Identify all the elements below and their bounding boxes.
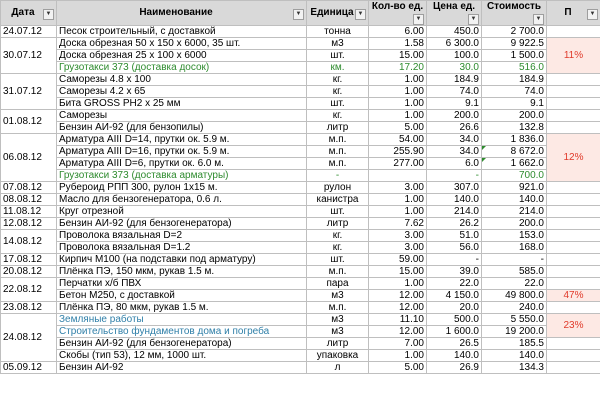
unit-cell[interactable]: кг. <box>307 110 369 122</box>
unit-cell[interactable]: - <box>307 170 369 182</box>
cost-cell[interactable]: 9 922.5 <box>482 38 547 50</box>
price-cell[interactable]: 1 600.0 <box>427 326 482 338</box>
cost-cell[interactable]: 74.0 <box>482 86 547 98</box>
table-row[interactable] <box>1 122 600 134</box>
name-cell[interactable]: Грузотакси 373 (доставка арматуры) <box>57 170 307 182</box>
cost-cell[interactable]: 2 700.0 <box>482 26 547 38</box>
table-row[interactable] <box>1 338 600 350</box>
table-row[interactable] <box>1 134 600 146</box>
name-cell[interactable]: Бензин АИ-92 (для бензопилы) <box>57 122 307 134</box>
cost-cell[interactable]: 19 200.0 <box>482 326 547 338</box>
pct-cell[interactable] <box>547 86 600 98</box>
cost-cell[interactable]: 140.0 <box>482 350 547 362</box>
price-cell[interactable]: 30.0 <box>427 62 482 74</box>
table-row[interactable] <box>1 254 600 266</box>
pct-cell[interactable] <box>547 206 600 218</box>
pct-cell[interactable] <box>547 194 600 206</box>
pct-cell[interactable] <box>547 242 600 254</box>
price-cell[interactable]: 184.9 <box>427 74 482 86</box>
name-cell[interactable]: Кирпич М100 (на подставки под арматуру) <box>57 254 307 266</box>
cost-cell[interactable]: 1 836.0 <box>482 134 547 146</box>
name-cell[interactable]: Бензин АИ-92 (для бензогенератора) <box>57 218 307 230</box>
table-row[interactable] <box>1 74 600 86</box>
pct-cell[interactable] <box>547 182 600 194</box>
header-cost[interactable]: Стоимость ▼ <box>482 1 547 26</box>
table-row[interactable] <box>1 50 600 62</box>
price-cell[interactable]: - <box>427 254 482 266</box>
qty-cell[interactable]: 15.00 <box>369 50 427 62</box>
unit-cell[interactable]: м.п. <box>307 158 369 170</box>
price-cell[interactable]: 4 150.0 <box>427 290 482 302</box>
pct-cell[interactable]: 23% <box>547 314 600 338</box>
header-pct[interactable]: П ▼ <box>547 1 600 26</box>
price-cell[interactable]: 26.5 <box>427 338 482 350</box>
cost-cell[interactable]: 700.0 <box>482 170 547 182</box>
date-cell[interactable]: 24.07.12 <box>1 26 57 38</box>
unit-cell[interactable]: литр <box>307 338 369 350</box>
name-cell[interactable]: Бита GROSS PH2 х 25 мм <box>57 98 307 110</box>
filter-arrow-icon[interactable]: ▼ <box>587 9 598 20</box>
unit-cell[interactable]: кг. <box>307 74 369 86</box>
unit-cell[interactable]: км. <box>307 62 369 74</box>
pct-cell[interactable] <box>547 122 600 134</box>
date-cell[interactable]: 24.08.12 <box>1 314 57 362</box>
unit-cell[interactable]: упаковка <box>307 350 369 362</box>
name-cell[interactable]: Круг отрезной <box>57 206 307 218</box>
table-row[interactable] <box>1 158 600 170</box>
date-cell[interactable]: 05.09.12 <box>1 362 57 374</box>
cost-cell[interactable]: 1 500.0 <box>482 50 547 62</box>
name-cell[interactable]: Арматура AIII D=14, прутки ок. 5.9 м. <box>57 134 307 146</box>
name-cell[interactable]: Плёнка ПЭ, 80 мкм, рукав 1.5 м. <box>57 302 307 314</box>
filter-arrow-icon[interactable]: ▼ <box>413 14 424 25</box>
pct-cell[interactable] <box>547 98 600 110</box>
cost-cell[interactable]: 9.1 <box>482 98 547 110</box>
pct-cell[interactable] <box>547 362 600 374</box>
qty-cell[interactable]: 12.00 <box>369 326 427 338</box>
unit-cell[interactable]: кг. <box>307 86 369 98</box>
cost-cell[interactable]: 184.9 <box>482 74 547 86</box>
table-row[interactable] <box>1 26 600 38</box>
cost-cell[interactable]: 185.5 <box>482 338 547 350</box>
qty-cell[interactable]: 1.00 <box>369 86 427 98</box>
cost-cell[interactable]: 134.3 <box>482 362 547 374</box>
table-row[interactable] <box>1 110 600 122</box>
qty-cell[interactable]: 59.00 <box>369 254 427 266</box>
pct-cell[interactable] <box>547 278 600 290</box>
table-row[interactable] <box>1 182 600 194</box>
cost-cell[interactable]: 516.0 <box>482 62 547 74</box>
pct-cell[interactable]: 11% <box>547 38 600 74</box>
qty-cell[interactable]: 1.00 <box>369 278 427 290</box>
pct-cell[interactable] <box>547 26 600 38</box>
qty-cell[interactable]: 1.00 <box>369 194 427 206</box>
price-cell[interactable]: 500.0 <box>427 314 482 326</box>
unit-cell[interactable]: шт. <box>307 206 369 218</box>
pct-cell[interactable] <box>547 338 600 350</box>
table-row[interactable] <box>1 290 600 302</box>
qty-cell[interactable]: 5.00 <box>369 362 427 374</box>
date-cell[interactable]: 07.08.12 <box>1 182 57 194</box>
date-cell[interactable]: 20.08.12 <box>1 266 57 278</box>
qty-cell[interactable]: 3.00 <box>369 230 427 242</box>
table-row[interactable] <box>1 146 600 158</box>
qty-cell[interactable]: 7.62 <box>369 218 427 230</box>
table-row[interactable] <box>1 98 600 110</box>
price-cell[interactable]: 200.0 <box>427 110 482 122</box>
name-cell[interactable]: Бензин АИ-92 <box>57 362 307 374</box>
cost-cell[interactable]: 240.0 <box>482 302 547 314</box>
cost-cell[interactable]: 200.0 <box>482 110 547 122</box>
pct-cell[interactable] <box>547 266 600 278</box>
unit-cell[interactable]: м.п. <box>307 134 369 146</box>
unit-cell[interactable]: м3 <box>307 38 369 50</box>
name-cell[interactable]: Скобы (тип 53), 12 мм, 1000 шт. <box>57 350 307 362</box>
pct-cell[interactable]: 47% <box>547 290 600 302</box>
qty-cell[interactable]: 3.00 <box>369 242 427 254</box>
table-row[interactable] <box>1 326 600 338</box>
unit-cell[interactable]: шт. <box>307 50 369 62</box>
filter-arrow-icon[interactable]: ▼ <box>355 9 366 20</box>
qty-cell[interactable]: 12.00 <box>369 302 427 314</box>
filter-arrow-icon[interactable]: ▼ <box>43 9 54 20</box>
name-cell[interactable]: Проволока вязальная D=2 <box>57 230 307 242</box>
unit-cell[interactable]: м3 <box>307 314 369 326</box>
price-cell[interactable]: 140.0 <box>427 350 482 362</box>
table-row[interactable] <box>1 266 600 278</box>
name-cell[interactable]: Проволока вязальная D=1.2 <box>57 242 307 254</box>
table-row[interactable] <box>1 206 600 218</box>
price-cell[interactable]: - <box>427 170 482 182</box>
name-cell[interactable]: Бензин АИ-92 (для бензогенератора) <box>57 338 307 350</box>
qty-cell[interactable]: 1.58 <box>369 38 427 50</box>
unit-cell[interactable]: м.п. <box>307 146 369 158</box>
name-cell[interactable]: Саморезы 4.2 х 65 <box>57 86 307 98</box>
unit-cell[interactable]: кг. <box>307 242 369 254</box>
name-cell[interactable]: Арматура AIII D=16, прутки ок. 5.9 м. <box>57 146 307 158</box>
cost-cell[interactable]: 153.0 <box>482 230 547 242</box>
qty-cell[interactable]: 11.10 <box>369 314 427 326</box>
date-cell[interactable]: 01.08.12 <box>1 110 57 134</box>
qty-cell[interactable]: 1.00 <box>369 74 427 86</box>
unit-cell[interactable]: тонна <box>307 26 369 38</box>
unit-cell[interactable]: пара <box>307 278 369 290</box>
qty-cell[interactable]: 255.90 <box>369 146 427 158</box>
price-cell[interactable]: 100.0 <box>427 50 482 62</box>
price-cell[interactable]: 214.0 <box>427 206 482 218</box>
cost-cell[interactable]: 22.0 <box>482 278 547 290</box>
date-cell[interactable]: 14.08.12 <box>1 230 57 254</box>
qty-cell[interactable]: 6.00 <box>369 26 427 38</box>
unit-cell[interactable]: канистра <box>307 194 369 206</box>
price-cell[interactable]: 34.0 <box>427 134 482 146</box>
price-cell[interactable]: 9.1 <box>427 98 482 110</box>
unit-cell[interactable]: м3 <box>307 326 369 338</box>
unit-cell[interactable]: шт. <box>307 254 369 266</box>
name-cell[interactable]: Грузотакси 373 (доставка досок) <box>57 62 307 74</box>
unit-cell[interactable]: м.п. <box>307 266 369 278</box>
date-cell[interactable]: 08.08.12 <box>1 194 57 206</box>
qty-cell[interactable]: 7.00 <box>369 338 427 350</box>
price-cell[interactable]: 51.0 <box>427 230 482 242</box>
filter-arrow-icon[interactable]: ▼ <box>533 14 544 25</box>
filter-arrow-icon[interactable]: ▼ <box>468 14 479 25</box>
cost-cell[interactable]: 132.8 <box>482 122 547 134</box>
table-row[interactable] <box>1 362 600 374</box>
name-cell[interactable]: Песок строительный, с доставкой <box>57 26 307 38</box>
pct-cell[interactable] <box>547 350 600 362</box>
cost-cell[interactable]: - <box>482 254 547 266</box>
header-row <box>1 1 600 26</box>
qty-cell[interactable]: 17.20 <box>369 62 427 74</box>
date-cell[interactable]: 30.07.12 <box>1 38 57 74</box>
price-cell[interactable]: 74.0 <box>427 86 482 98</box>
name-cell[interactable]: Саморезы <box>57 110 307 122</box>
table-row[interactable] <box>1 38 600 50</box>
price-cell[interactable]: 34.0 <box>427 146 482 158</box>
qty-cell[interactable]: 1.00 <box>369 350 427 362</box>
filter-arrow-icon[interactable]: ▼ <box>293 9 304 20</box>
unit-cell[interactable]: м.п. <box>307 302 369 314</box>
table-row[interactable] <box>1 314 600 326</box>
table-row[interactable] <box>1 218 600 230</box>
table-row[interactable] <box>1 230 600 242</box>
header-qty[interactable]: Кол-во ед. ▼ <box>369 1 427 26</box>
unit-cell[interactable]: м3 <box>307 290 369 302</box>
date-cell[interactable]: 22.08.12 <box>1 278 57 302</box>
qty-cell[interactable]: 3.00 <box>369 182 427 194</box>
price-cell[interactable]: 26.2 <box>427 218 482 230</box>
name-cell[interactable]: Плёнка ПЭ, 150 мкм, рукав 1.5 м. <box>57 266 307 278</box>
unit-cell[interactable]: шт. <box>307 98 369 110</box>
unit-cell[interactable]: л <box>307 362 369 374</box>
cost-cell[interactable]: 200.0 <box>482 218 547 230</box>
pct-cell[interactable]: 12% <box>547 134 600 182</box>
qty-cell[interactable]: 277.00 <box>369 158 427 170</box>
pct-cell[interactable] <box>547 302 600 314</box>
header-price[interactable]: Цена ед. ▼ <box>427 1 482 26</box>
qty-cell[interactable]: 12.00 <box>369 290 427 302</box>
cost-cell[interactable]: 140.0 <box>482 194 547 206</box>
unit-cell[interactable]: рулон <box>307 182 369 194</box>
cost-cell[interactable]: 8 672.0 <box>482 146 547 158</box>
price-cell[interactable]: 26.9 <box>427 362 482 374</box>
table-row[interactable] <box>1 62 600 74</box>
header-unit[interactable]: Единица ▼ <box>307 1 369 26</box>
name-cell[interactable]: Масло для бензогенератора, 0.6 л. <box>57 194 307 206</box>
qty-cell[interactable]: 15.00 <box>369 266 427 278</box>
name-cell[interactable]: Доска обрезная 25 х 100 х 6000 <box>57 50 307 62</box>
unit-cell[interactable]: кг. <box>307 230 369 242</box>
date-cell[interactable]: 23.08.12 <box>1 302 57 314</box>
qty-cell[interactable]: 1.00 <box>369 110 427 122</box>
price-cell[interactable]: 56.0 <box>427 242 482 254</box>
cost-cell[interactable]: 5 550.0 <box>482 314 547 326</box>
qty-cell[interactable]: 54.00 <box>369 134 427 146</box>
name-cell[interactable]: Доска обрезная 50 х 150 х 6000, 35 шт. <box>57 38 307 50</box>
header-date[interactable]: Дата ▼ <box>1 1 57 26</box>
price-cell[interactable]: 20.0 <box>427 302 482 314</box>
qty-cell[interactable]: 5.00 <box>369 122 427 134</box>
qty-cell[interactable]: 1.00 <box>369 98 427 110</box>
table-row[interactable] <box>1 278 600 290</box>
table-row[interactable] <box>1 194 600 206</box>
pct-cell[interactable] <box>547 110 600 122</box>
name-cell[interactable]: Земляные работы <box>57 314 307 326</box>
price-cell[interactable]: 26.6 <box>427 122 482 134</box>
price-cell[interactable]: 39.0 <box>427 266 482 278</box>
cost-cell[interactable]: 214.0 <box>482 206 547 218</box>
date-cell[interactable]: 17.08.12 <box>1 254 57 266</box>
unit-cell[interactable]: литр <box>307 218 369 230</box>
name-cell[interactable]: Бетон М250, с доставкой <box>57 290 307 302</box>
table-row[interactable] <box>1 350 600 362</box>
table-row[interactable] <box>1 242 600 254</box>
price-cell[interactable]: 140.0 <box>427 194 482 206</box>
name-cell[interactable]: Строительство фундаментов дома и погреба <box>57 326 307 338</box>
header-name[interactable]: Наименование ▼ <box>57 1 307 26</box>
price-cell[interactable]: 6 300.0 <box>427 38 482 50</box>
pct-cell[interactable] <box>547 254 600 266</box>
name-cell[interactable]: Арматура AIII D=6, прутки ок. 6.0 м. <box>57 158 307 170</box>
name-cell[interactable]: Рубероид РПП 300, рулон 1х15 м. <box>57 182 307 194</box>
pct-cell[interactable] <box>547 74 600 86</box>
name-cell[interactable]: Перчатки х/б ПВХ <box>57 278 307 290</box>
price-cell[interactable]: 22.0 <box>427 278 482 290</box>
pct-cell[interactable] <box>547 230 600 242</box>
table-row[interactable] <box>1 302 600 314</box>
date-cell[interactable]: 31.07.12 <box>1 74 57 110</box>
cost-cell[interactable]: 1 662.0 <box>482 158 547 170</box>
pct-cell[interactable] <box>547 218 600 230</box>
cost-cell[interactable]: 585.0 <box>482 266 547 278</box>
price-cell[interactable]: 307.0 <box>427 182 482 194</box>
qty-cell[interactable]: 1.00 <box>369 206 427 218</box>
name-cell[interactable]: Саморезы 4.8 х 100 <box>57 74 307 86</box>
price-cell[interactable]: 6.0 <box>427 158 482 170</box>
table-row[interactable] <box>1 170 600 182</box>
price-cell[interactable]: 450.0 <box>427 26 482 38</box>
cost-cell[interactable]: 49 800.0 <box>482 290 547 302</box>
date-cell[interactable]: 12.08.12 <box>1 218 57 230</box>
unit-cell[interactable]: литр <box>307 122 369 134</box>
table-row[interactable] <box>1 86 600 98</box>
cost-cell[interactable]: 921.0 <box>482 182 547 194</box>
date-cell[interactable]: 06.08.12 <box>1 134 57 182</box>
date-cell[interactable]: 11.08.12 <box>1 206 57 218</box>
cost-cell[interactable]: 168.0 <box>482 242 547 254</box>
qty-cell[interactable] <box>369 170 427 182</box>
